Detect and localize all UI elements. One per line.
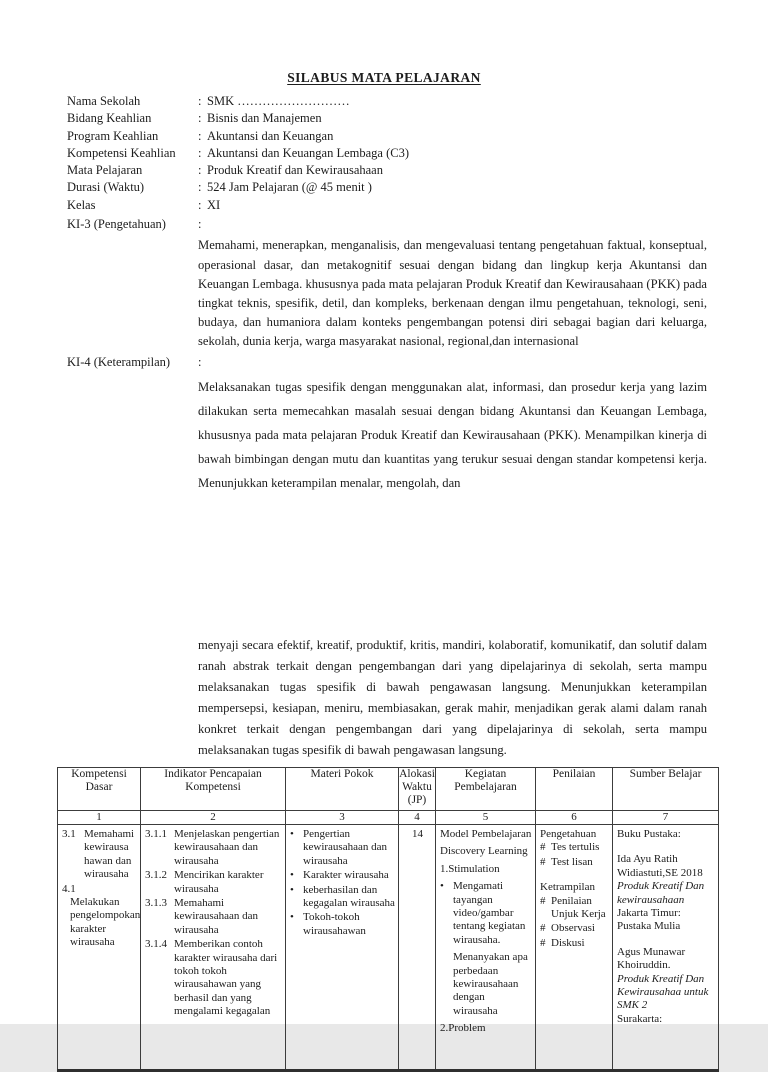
field-label: Kompetensi Keahlian: [67, 145, 176, 160]
cell-indikator: [141, 825, 285, 1069]
penilaian-item: [540, 841, 609, 854]
penilaian-item: [540, 856, 609, 869]
indikator-number: 3.1.2: [145, 869, 167, 882]
indikator-item: [145, 938, 282, 1018]
cell-kompetensi-dasar: [58, 825, 140, 1069]
indikator-number: 3.1.3: [145, 896, 167, 909]
penilaian-heading: Pengetahuan: [540, 827, 597, 840]
indikator-text: Menjelaskan pengertian kewirausahaan dan wirausaha: [174, 827, 280, 867]
field-colon: :: [198, 163, 202, 178]
table-header-cell: Alokasi Waktu (JP): [399, 767, 436, 810]
field-colon: :: [198, 111, 202, 126]
ki4-label: KI-4 (Keterampilan): [67, 354, 171, 369]
column-number-cell: 5: [436, 810, 536, 824]
materi-pokok-item: [290, 884, 395, 911]
kegiatan-bullet-text: Mengamati tayangan video/gambar tentang kegiatan wirausaha.: [453, 880, 526, 946]
column-number-row: [58, 810, 719, 824]
alokasi-waktu-value: 14: [412, 827, 423, 840]
field-row: [67, 179, 768, 196]
table-body-row: [58, 824, 719, 1070]
kegiatan-paragraph: Discovery Learning: [440, 845, 528, 858]
kegiatan-bullet-item: [440, 880, 532, 947]
cell-sumber-belajar: [613, 825, 718, 1069]
kd-item: [62, 828, 137, 882]
materi-pokok-item: [290, 828, 395, 868]
ki4-continuation-paragraph: menyaji secara efektif, kreatif, produktif, kritis, mandiri, kolaboratif, komunikatif, dan solutif dalam ranah abstrak terkait dengan pengembangan dari yang dipelajarinya di sekolah, serta mampu melaksanakan tugas spesifik di bawah pengawasan langsung. Menunjukkan keterampilan mempersepsi, kesiapan, meniru, membiasakan, gerak mahir, menjadikan gerak alami dalam ranah konkret terkait dengan pengembangan dari yang dipelajarinya di sekolah, serta mampu melaksanakan tugas spesifik di bawah pengawasan langsung.: [198, 637, 707, 757]
hash-marker: #: [540, 894, 546, 907]
column-number-cell: 3: [286, 810, 399, 824]
kegiatan-indented-text: Menanyakan apa perbedaan kewirausahaan dengan wirausaha: [453, 951, 528, 1017]
indikator-item: [145, 828, 282, 868]
bullet-marker: •: [290, 911, 294, 924]
sumber-belajar-line: Surakarta:: [617, 1012, 663, 1025]
field-colon: :: [198, 180, 202, 195]
materi-pokok-item: [290, 869, 395, 882]
field-colon: :: [198, 94, 202, 108]
cell-materi-pokok: [286, 825, 398, 1069]
ki3-label-row: [67, 216, 768, 233]
sumber-belajar-line: Agus Munawar Khoiruddin.: [617, 945, 686, 972]
indikator-text: Mencirikan karakter wirausaha: [174, 869, 264, 895]
field-value: SMK ………………………: [207, 94, 350, 108]
header-field-list: [67, 93, 768, 214]
field-label: Program Keahlian: [67, 128, 159, 143]
kd-item-text: Melakukan pengelompokan karakter wirausaha: [70, 895, 141, 949]
indikator-item: [145, 869, 282, 896]
field-row: [67, 145, 768, 162]
page-title: SILABUS MATA PELAJARAN: [287, 70, 481, 85]
sumber-belajar-line: Produk Kreatif Dan Kewirausahaa untuk SMK 2: [617, 972, 709, 1012]
penilaian-item: [540, 922, 609, 935]
sumber-belajar-line: Ida Ayu Ratih Widiastuti,SE 2018: [617, 853, 703, 879]
field-value: Produk Kreatif dan Kewirausahaan: [207, 163, 383, 178]
bullet-marker: •: [440, 880, 444, 893]
indikator-number: 3.1.4: [145, 938, 167, 951]
field-label: Bidang Keahlian: [67, 111, 152, 126]
kegiatan-step: 2.Problem: [440, 1022, 486, 1035]
table-header-cell: Sumber Belajar: [613, 767, 719, 810]
ki3-paragraph: Memahami, menerapkan, menganalisis, dan mengevaluasi tentang pengetahuan faktual, konseptual, operasional dasar, dan metakognitif sesuai dengan bidang dan lingkup kerja Akuntansi dan Keuangan Lembaga. khususnya pada mata pelajaran Produk Kreatif dan Kewirausahaan (PKK) pada tingkat teknis, spesifik, detil, dan kompleks, berkenaan dengan ilmu pengetahuan, teknologi, seni, budaya, dan humaniora dalam konteks pengembangan potensi diri sebagai bagian dari keluarga, sekolah, dunia kerja, warga masyarakat nasional, regional,dan internasional: [198, 238, 707, 349]
penilaian-item-text: Diskusi: [551, 936, 585, 949]
column-number-cell: 4: [399, 810, 436, 824]
ki4-label-row: [67, 354, 768, 371]
field-value: 524 Jam Pelajaran (@ 45 menit ): [207, 180, 372, 195]
table-header-cell: Kegiatan Pembelajaran: [436, 767, 536, 810]
hash-marker: #: [540, 936, 546, 949]
hash-marker: #: [540, 922, 546, 935]
ki3-colon: :: [198, 217, 202, 232]
sumber-belajar-line: Produk Kreatif Dan kewirausahaan: [617, 880, 705, 906]
field-row: [67, 128, 768, 145]
materi-pokok-item: [290, 911, 395, 938]
field-value: XI: [207, 197, 221, 212]
hash-marker: #: [540, 841, 546, 854]
kd-item-number: 3.1: [62, 827, 76, 840]
bullet-marker: •: [290, 883, 294, 896]
table-header-row: [58, 767, 719, 810]
ki3-label: KI-3 (Pengetahuan): [67, 217, 166, 232]
bullet-marker: •: [290, 827, 294, 840]
field-label: Mata Pelajaran: [67, 163, 143, 178]
column-number-cell: 7: [613, 810, 719, 824]
sumber-belajar-line: Jakarta Timur: Pustaka Mulia: [617, 906, 681, 933]
bullet-marker: •: [290, 869, 294, 882]
field-colon: :: [198, 197, 202, 212]
field-value: Akuntansi dan Keuangan: [207, 128, 334, 143]
ki4-paragraph: Melaksanakan tugas spesifik dengan menggunakan alat, informasi, dan prosedur kerja yang lazim dilakukan serta memecahkan masalah sesuai dengan bidang Akuntansi dan Keuangan Lembaga, khususnya pada mata pelajaran Produk Kreatif dan Kewirausahaan (PKK). Menampilkan kinerja di bawah bimbingan dengan mutu dan kuantitas yang terukur sesuai dengan standar kompetensi kerja. Menunjukkan keterampilan menalar, mengolah, dan: [198, 379, 707, 490]
field-label: Durasi (Waktu): [67, 180, 145, 195]
penilaian-heading: Ketrampilan: [540, 881, 595, 894]
penilaian-item-text: Test lisan: [551, 855, 593, 868]
kd-item-text: Memahami kewirausa hawan dan wirausaha: [84, 827, 135, 881]
table-header-cell: Indikator Pencapaian Kompetensi: [141, 767, 286, 810]
cell-kegiatan: [436, 825, 535, 1069]
page-whitespace-gap: [0, 495, 768, 635]
penilaian-item: [540, 895, 609, 922]
table-header-cell: Penilaian: [536, 767, 613, 810]
kegiatan-paragraph: Model Pembelajaran: [440, 827, 532, 840]
kegiatan-step: 1.Stimulation: [440, 862, 500, 875]
field-row: [67, 162, 768, 179]
penilaian-item-text: Penilaian Unjuk Kerja: [551, 894, 606, 920]
materi-pokok-text: Pengertian kewirausahaan dan wirausaha: [303, 827, 387, 867]
column-number-cell: 1: [58, 810, 141, 824]
table-header-cell: Materi Pokok: [286, 767, 399, 810]
field-label: Kelas: [67, 197, 96, 212]
cell-penilaian: [536, 825, 612, 1069]
field-value: Bisnis dan Manajemen: [207, 111, 322, 126]
materi-pokok-text: Tokoh-tokoh wirausahawan: [303, 911, 366, 937]
hash-marker: #: [540, 855, 546, 868]
field-colon: :: [198, 145, 202, 160]
column-number-cell: 2: [141, 810, 286, 824]
column-number-cell: 6: [536, 810, 613, 824]
field-label: Nama Sekolah: [67, 94, 141, 108]
field-row: [67, 110, 768, 127]
field-row: [67, 93, 768, 110]
indikator-number: 3.1.1: [145, 827, 167, 840]
materi-pokok-text: Karakter wirausaha: [303, 869, 389, 882]
sumber-belajar-line: Buku Pustaka:: [617, 827, 681, 840]
indikator-item: [145, 897, 282, 937]
cell-alokasi-waktu: [399, 825, 435, 1069]
penilaian-item: [540, 937, 609, 950]
penilaian-item-text: Observasi: [551, 922, 595, 935]
table-header-cell: Kompetensi Dasar: [58, 767, 141, 810]
field-value: Akuntansi dan Keuangan Lembaga (C3): [207, 145, 410, 160]
field-colon: :: [198, 128, 202, 143]
ki4-colon: :: [198, 354, 202, 369]
indikator-text: Memberikan contoh karakter wirausaha dari tokoh tokoh wirausahawan yang berhasil dan yang mengalami kegagalan: [174, 938, 278, 1018]
penilaian-item-text: Tes tertulis: [551, 841, 600, 854]
materi-pokok-text: keberhasilan dan kegagalan wirausaha: [303, 883, 395, 909]
kd-item-number: 4.1: [62, 882, 76, 895]
field-row: [67, 197, 768, 214]
indikator-text: Memahami kewirausahaan dan wirausaha: [174, 896, 258, 936]
silabus-table: [57, 767, 719, 1072]
